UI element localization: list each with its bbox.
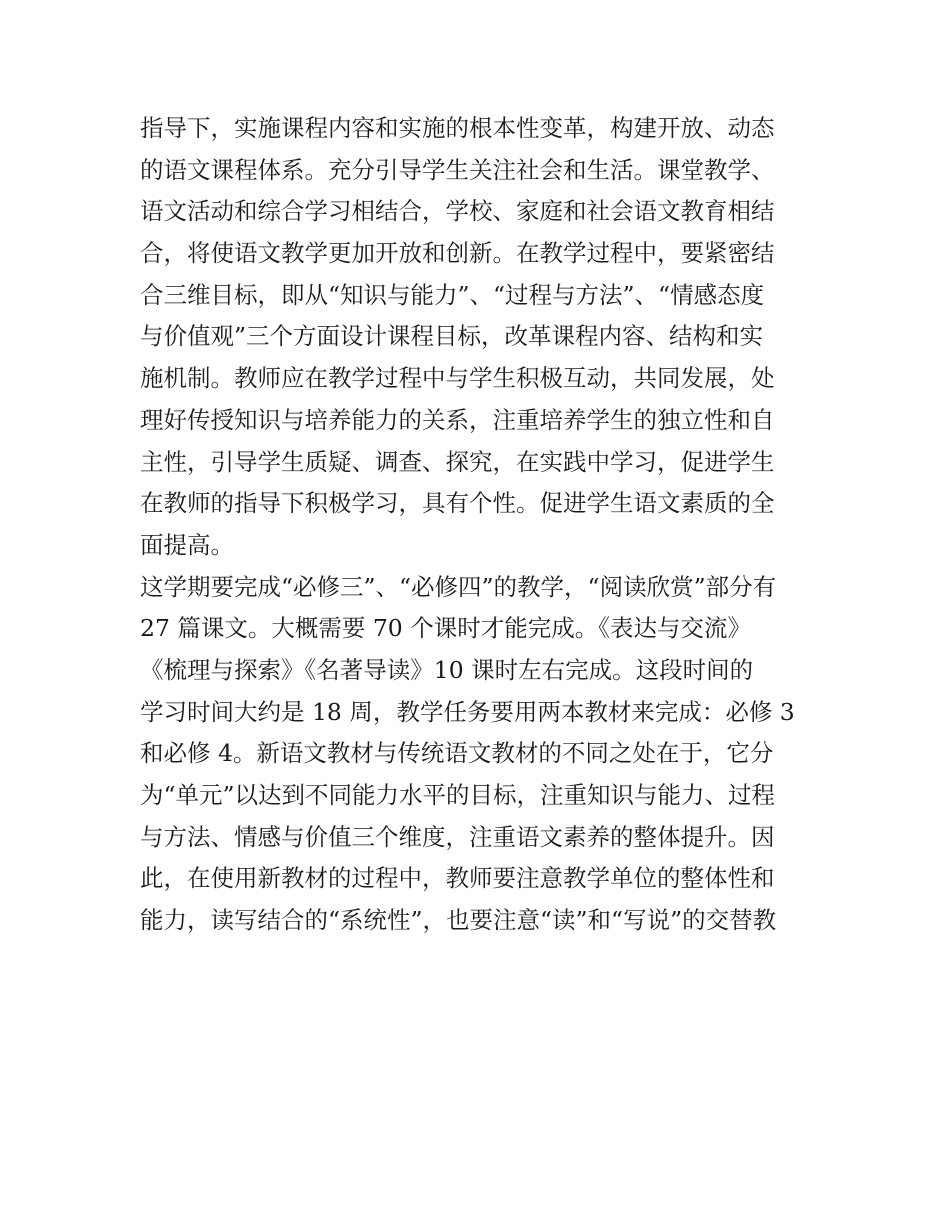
- text-line: 此，在使用新教材的过程中，教师要注意教学单位的整体性和: [140, 864, 775, 893]
- text-line: 能力，读写结合的“系统性”，也要注意“读”和“写说”的交替教: [140, 906, 777, 935]
- text-line: 27 篇课文。大概需要 70 个课时才能完成。《表达与交流》: [140, 614, 751, 643]
- text-line: 学习时间大约是 18 周，教学任务要用两本教材来完成：必修 3: [140, 697, 795, 726]
- text-line: 指导下，实施课程内容和实施的根本性变革，构建开放、动态: [140, 114, 775, 142]
- text-line: 《梳理与探索》《名著导读》10 课时左右完成。这段时间的: [140, 655, 754, 684]
- text-line: 主性，引导学生质疑、调查、探究，在实践中学习，促进学生: [140, 447, 775, 476]
- text-line: 的语文课程体系。充分引导学生关注社会和生活。课堂教学、: [140, 155, 775, 184]
- text-line: 合，将使语文教学更加开放和创新。在教学过程中，要紧密结: [140, 239, 775, 268]
- text-line: 合三维目标，即从“知识与能力”、“过程与方法”、“情感态度: [140, 280, 765, 309]
- text-line: 为“单元”以达到不同能力水平的目标，注重知识与能力、过程: [140, 781, 776, 809]
- text-line: 在教师的指导下积极学习，具有个性。促进学生语文素质的全: [140, 489, 775, 518]
- text-line: 语文活动和综合学习相结合，学校、家庭和社会语文教育相结: [140, 197, 775, 226]
- text-line: 与方法、情感与价值三个维度，注重语文素养的整体提升。因: [140, 822, 775, 851]
- text-line: 理好传授知识与培养能力的关系，注重培养学生的独立性和自: [140, 405, 775, 434]
- text-line: 这学期要完成“必修三”、“必修四”的教学，“阅读欣赏”部分有: [140, 572, 777, 601]
- text-line: 和必修 4。新语文教材与传统语文教材的不同之处在于，它分: [140, 739, 774, 768]
- body-text: [140, 108, 820, 942]
- text-line: 与价值观”三个方面设计课程目标，改革课程内容、结构和实: [140, 322, 764, 351]
- text-line: 施机制。教师应在教学过程中与学生积极互动，共同发展，处: [140, 364, 775, 393]
- text-line: 面提高。: [140, 530, 234, 559]
